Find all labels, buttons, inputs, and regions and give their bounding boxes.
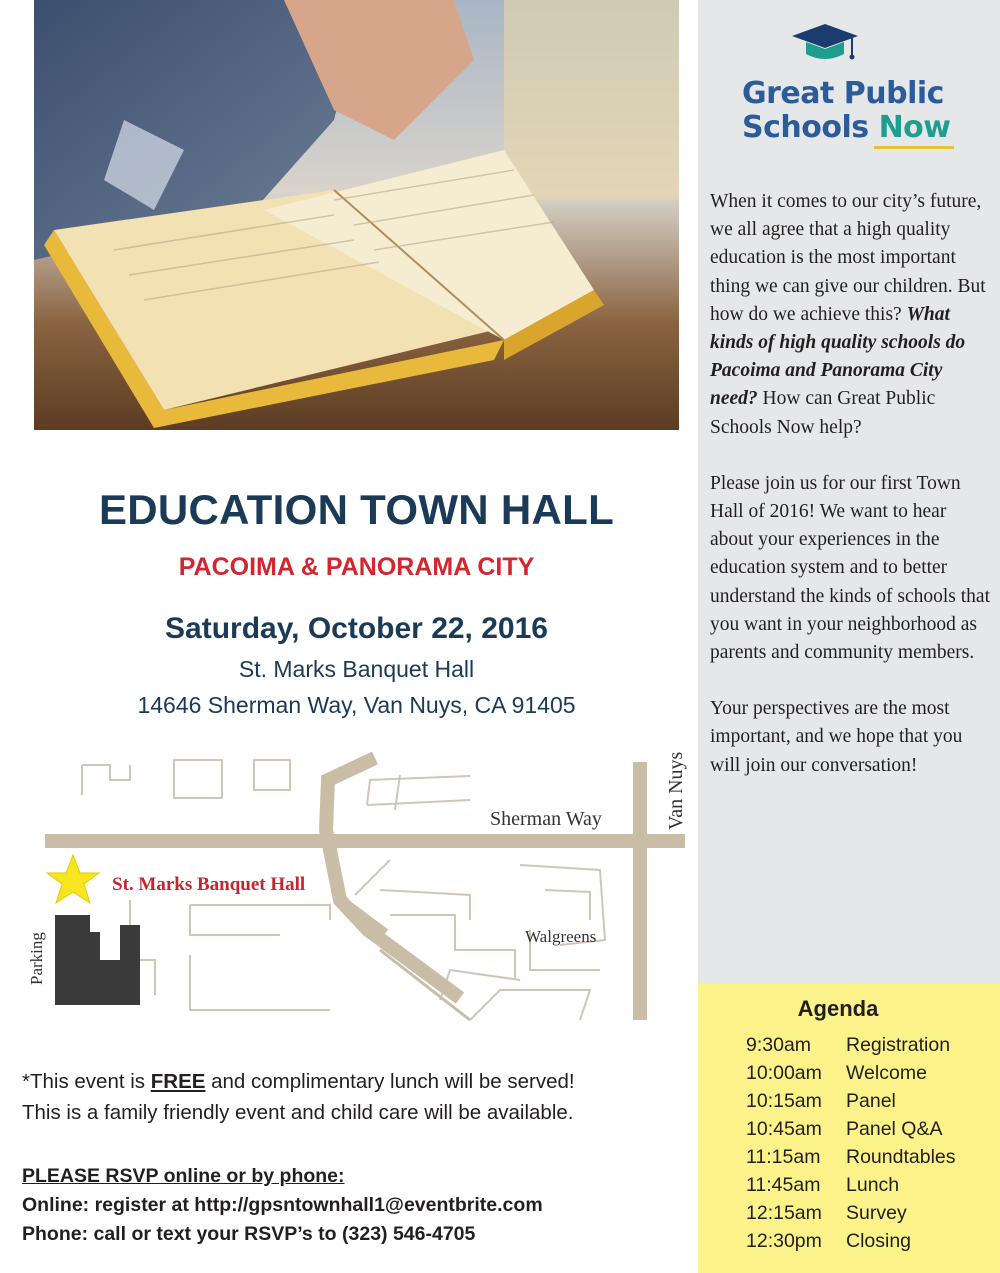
agenda-label: Closing [846, 1230, 912, 1252]
event-address: 14646 Sherman Way, Van Nuys, CA 91405 [137, 692, 576, 718]
logo-text-line1: Great Public [742, 76, 944, 111]
agenda-time: 10:15am [746, 1090, 822, 1112]
agenda-label: Panel Q&A [846, 1118, 943, 1140]
agenda-item [746, 1146, 956, 1174]
agenda-item [746, 1118, 942, 1146]
agenda-label: Registration [846, 1034, 951, 1056]
agenda-box [698, 984, 1000, 1273]
venue-star-icon [47, 855, 99, 903]
label-venue: St. Marks Banquet Hall [112, 874, 306, 895]
rsvp-online: Online: register at http://gpsntownhall1@eventbrite.com [22, 1194, 543, 1216]
rsvp-heading: PLEASE RSVP online or by phone: [22, 1165, 345, 1187]
banquet-hall-building [55, 915, 140, 1005]
agenda-time: 12:30pm [746, 1230, 822, 1252]
intro-paragraph-3: Your perspectives are the most important, and we hope that you will join our conversation! [710, 698, 963, 776]
agenda-time: 11:15am [746, 1146, 821, 1168]
note-a: *This event is [22, 1070, 151, 1093]
rsvp-phone: Phone: call or text your RSVP’s to (323) 546-4705 [22, 1223, 476, 1245]
agenda-item [746, 1230, 911, 1258]
event-subtitle: PACOIMA & PANORAMA CITY [178, 553, 535, 581]
agenda-label: Lunch [846, 1174, 900, 1196]
location-map [0, 720, 700, 1040]
intro-p1-a: When it comes to our city’s future, we all agree that a high quality education is the most important thing we can give our children. But how do we achieve this? [710, 191, 986, 325]
agenda-time: 9:30am [746, 1034, 812, 1056]
note-b: and complimentary lunch will be served! [205, 1070, 575, 1093]
agenda-item [746, 1174, 899, 1202]
agenda-title: Agenda [797, 996, 879, 1021]
intro-p1-b: How can Great Public Schools Now help? [710, 388, 936, 438]
agenda-label: Roundtables [846, 1146, 956, 1168]
agenda-time: 12:15am [746, 1202, 822, 1224]
map-block [254, 760, 290, 790]
agenda-label: Survey [846, 1202, 907, 1224]
label-parking: Parking [27, 932, 46, 985]
event-venue: St. Marks Banquet Hall [238, 656, 475, 682]
event-date: Saturday, October 22, 2016 [165, 612, 548, 645]
intro-text [710, 188, 994, 808]
agenda-item [746, 1202, 907, 1230]
logo-underline [874, 146, 954, 149]
open-book-illustration [34, 0, 679, 430]
graduation-cap-icon [790, 22, 860, 70]
agenda-time: 11:45am [746, 1174, 821, 1196]
note-line-1 [22, 1066, 692, 1097]
logo-schools: Schools [742, 110, 869, 145]
label-van-nuys: Van Nuys [665, 751, 687, 830]
rsvp-block [22, 1162, 692, 1249]
hero-photo [34, 0, 679, 430]
map-drawing [0, 720, 700, 1040]
intro-paragraph-2: Please join us for our first Town Hall of 2016! We want to hear about your experiences in the education system and to better understand the kinds of schools that you want in your neighborhood as parents and community members. [710, 472, 990, 664]
agenda-item [746, 1062, 927, 1090]
agenda-item [746, 1090, 896, 1118]
intro-question: What kinds of high quality schools do Pacoima and Panorama City need? [710, 303, 966, 410]
gpsn-logo [742, 22, 962, 152]
logo-now: Now [878, 110, 951, 145]
agenda-time: 10:45am [746, 1118, 822, 1140]
label-walgreens: Walgreens [525, 927, 597, 946]
agenda-label: Panel [846, 1090, 896, 1112]
event-note [22, 1066, 692, 1128]
logo-text-line2 [742, 110, 951, 145]
agenda-time: 10:00am [746, 1062, 822, 1084]
agenda-item [746, 1034, 950, 1062]
note-line-2: This is a family friendly event and child care will be available. [22, 1101, 574, 1124]
event-title: EDUCATION TOWN HALL [98, 486, 615, 533]
map-block [174, 760, 222, 798]
intro-paragraph-1 [710, 188, 994, 442]
note-free: FREE [150, 1070, 206, 1093]
label-sherman-way: Sherman Way [490, 808, 602, 830]
agenda-label: Welcome [846, 1062, 927, 1084]
